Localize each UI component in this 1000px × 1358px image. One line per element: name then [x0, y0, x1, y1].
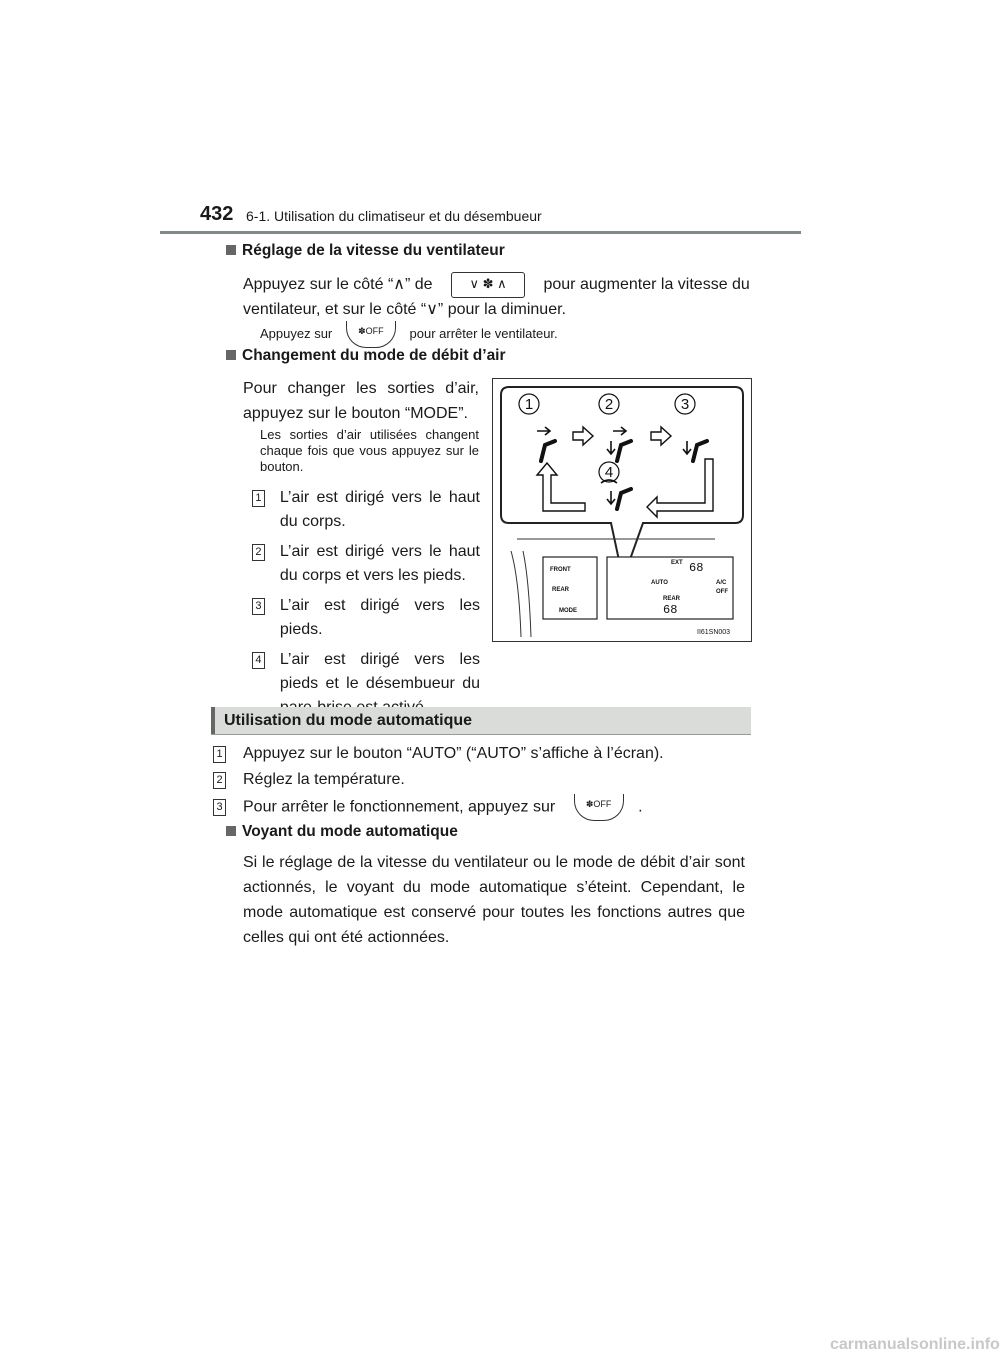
indicator-text: Si le réglage de la vitesse du ventilateur ou le mode de débit d’air sont actionnés, le voyant du mode automatique s’éteint. Cependant, le mode automatique est conservé pour toutes les fonctions autres que celles qui ont été actionnées.: [243, 854, 745, 946]
section-header-rule: [211, 734, 751, 735]
list-item: 3 L’air est dirigé vers les pieds.: [252, 594, 480, 642]
auto-mode-heading: Utilisation du mode automatique: [224, 712, 473, 729]
display-ext-label: EXT: [671, 560, 683, 566]
watermark: carmanualsonline.info: [830, 1336, 1000, 1353]
header-rule: [160, 231, 801, 234]
airflow-mode-illustration: [493, 379, 751, 641]
airflow-intro: Pour changer les sorties d’air, appuyez sur le bouton “MODE”.: [243, 380, 479, 422]
fan-off-button-icon: ✽OFF: [346, 321, 396, 348]
square-bullet-icon: [226, 245, 236, 255]
page-number: 432: [200, 203, 234, 225]
airflow-items: [252, 486, 480, 720]
list-item: 1 L’air est dirigé vers le haut du corps.: [252, 486, 480, 534]
panel-rear-label: REAR: [552, 587, 570, 593]
circle-number-label: 1: [524, 396, 534, 413]
fan-speed-button-icon: ∨ ✽ ∧: [451, 272, 525, 298]
step-number: 3: [213, 799, 226, 816]
item-number: 4: [252, 652, 265, 669]
square-bullet-icon: [226, 350, 236, 360]
item-number: 2: [252, 544, 265, 561]
step-number: 2: [213, 772, 226, 789]
airflow-note: Les sorties d’air utilisées changent chaque fois que vous appuyez sur le bouton.: [260, 427, 479, 474]
display-temp-rear: 68: [663, 603, 678, 617]
step-1-text: Appuyez sur le bouton “AUTO” (“AUTO” s’affiche à l’écran).: [243, 745, 664, 762]
airflow-mode-diagram: [492, 378, 752, 642]
airflow-heading: Changement du mode de débit d’air: [226, 347, 506, 365]
step-number-box: [213, 770, 226, 789]
circle-number-label: 4: [604, 464, 614, 481]
step-3-text: Pour arrêter le fonctionnement, appuyez sur ✽OFF .: [243, 794, 643, 821]
display-off-label: OFF: [716, 589, 728, 595]
display-auto-label: AUTO: [651, 580, 668, 586]
list-item: 4 L’air est dirigé vers les pieds et le désembueur du: [252, 648, 480, 720]
circle-number-label: 3: [680, 396, 690, 413]
step-number-box: [213, 797, 226, 816]
display-temp-front: 68: [689, 561, 704, 575]
fan-off-note: Appuyez sur ✽OFF pour arrêter le ventilateur.: [260, 321, 558, 348]
display-ac-label: A/C: [716, 580, 727, 586]
fan-off-button-icon: ✽OFF: [574, 794, 624, 821]
circle-number-label: 2: [604, 396, 614, 413]
section-header-edge: [211, 707, 215, 734]
step-2-text: Réglez la température.: [243, 771, 405, 788]
fan-speed-line2: ventilateur, et sur le côté “∨” pour la diminuer.: [243, 301, 566, 318]
display-rear-label: REAR: [663, 596, 681, 602]
step-number: 1: [213, 746, 226, 763]
panel-mode-label: MODE: [559, 608, 577, 614]
item-number: 1: [252, 490, 265, 507]
fan-speed-line1: Appuyez sur le côté “∧” de ∨ ✽ ∧ pour augmenter la vitesse du: [243, 272, 753, 298]
list-item: 2 L’air est dirigé vers le haut du corps et vers les pieds.: [252, 540, 480, 588]
chapter-title: 6-1. Utilisation du climatiseur et du désembueur: [246, 208, 542, 224]
fan-speed-heading: Réglage de la vitesse du ventilateur: [226, 242, 505, 260]
item-number: 3: [252, 598, 265, 615]
step-number-box: [213, 744, 226, 763]
panel-front-label: FRONT: [550, 567, 571, 573]
square-bullet-icon: [226, 826, 236, 836]
image-code: II61SN003: [697, 629, 731, 636]
indicator-heading: Voyant du mode automatique: [226, 823, 458, 841]
